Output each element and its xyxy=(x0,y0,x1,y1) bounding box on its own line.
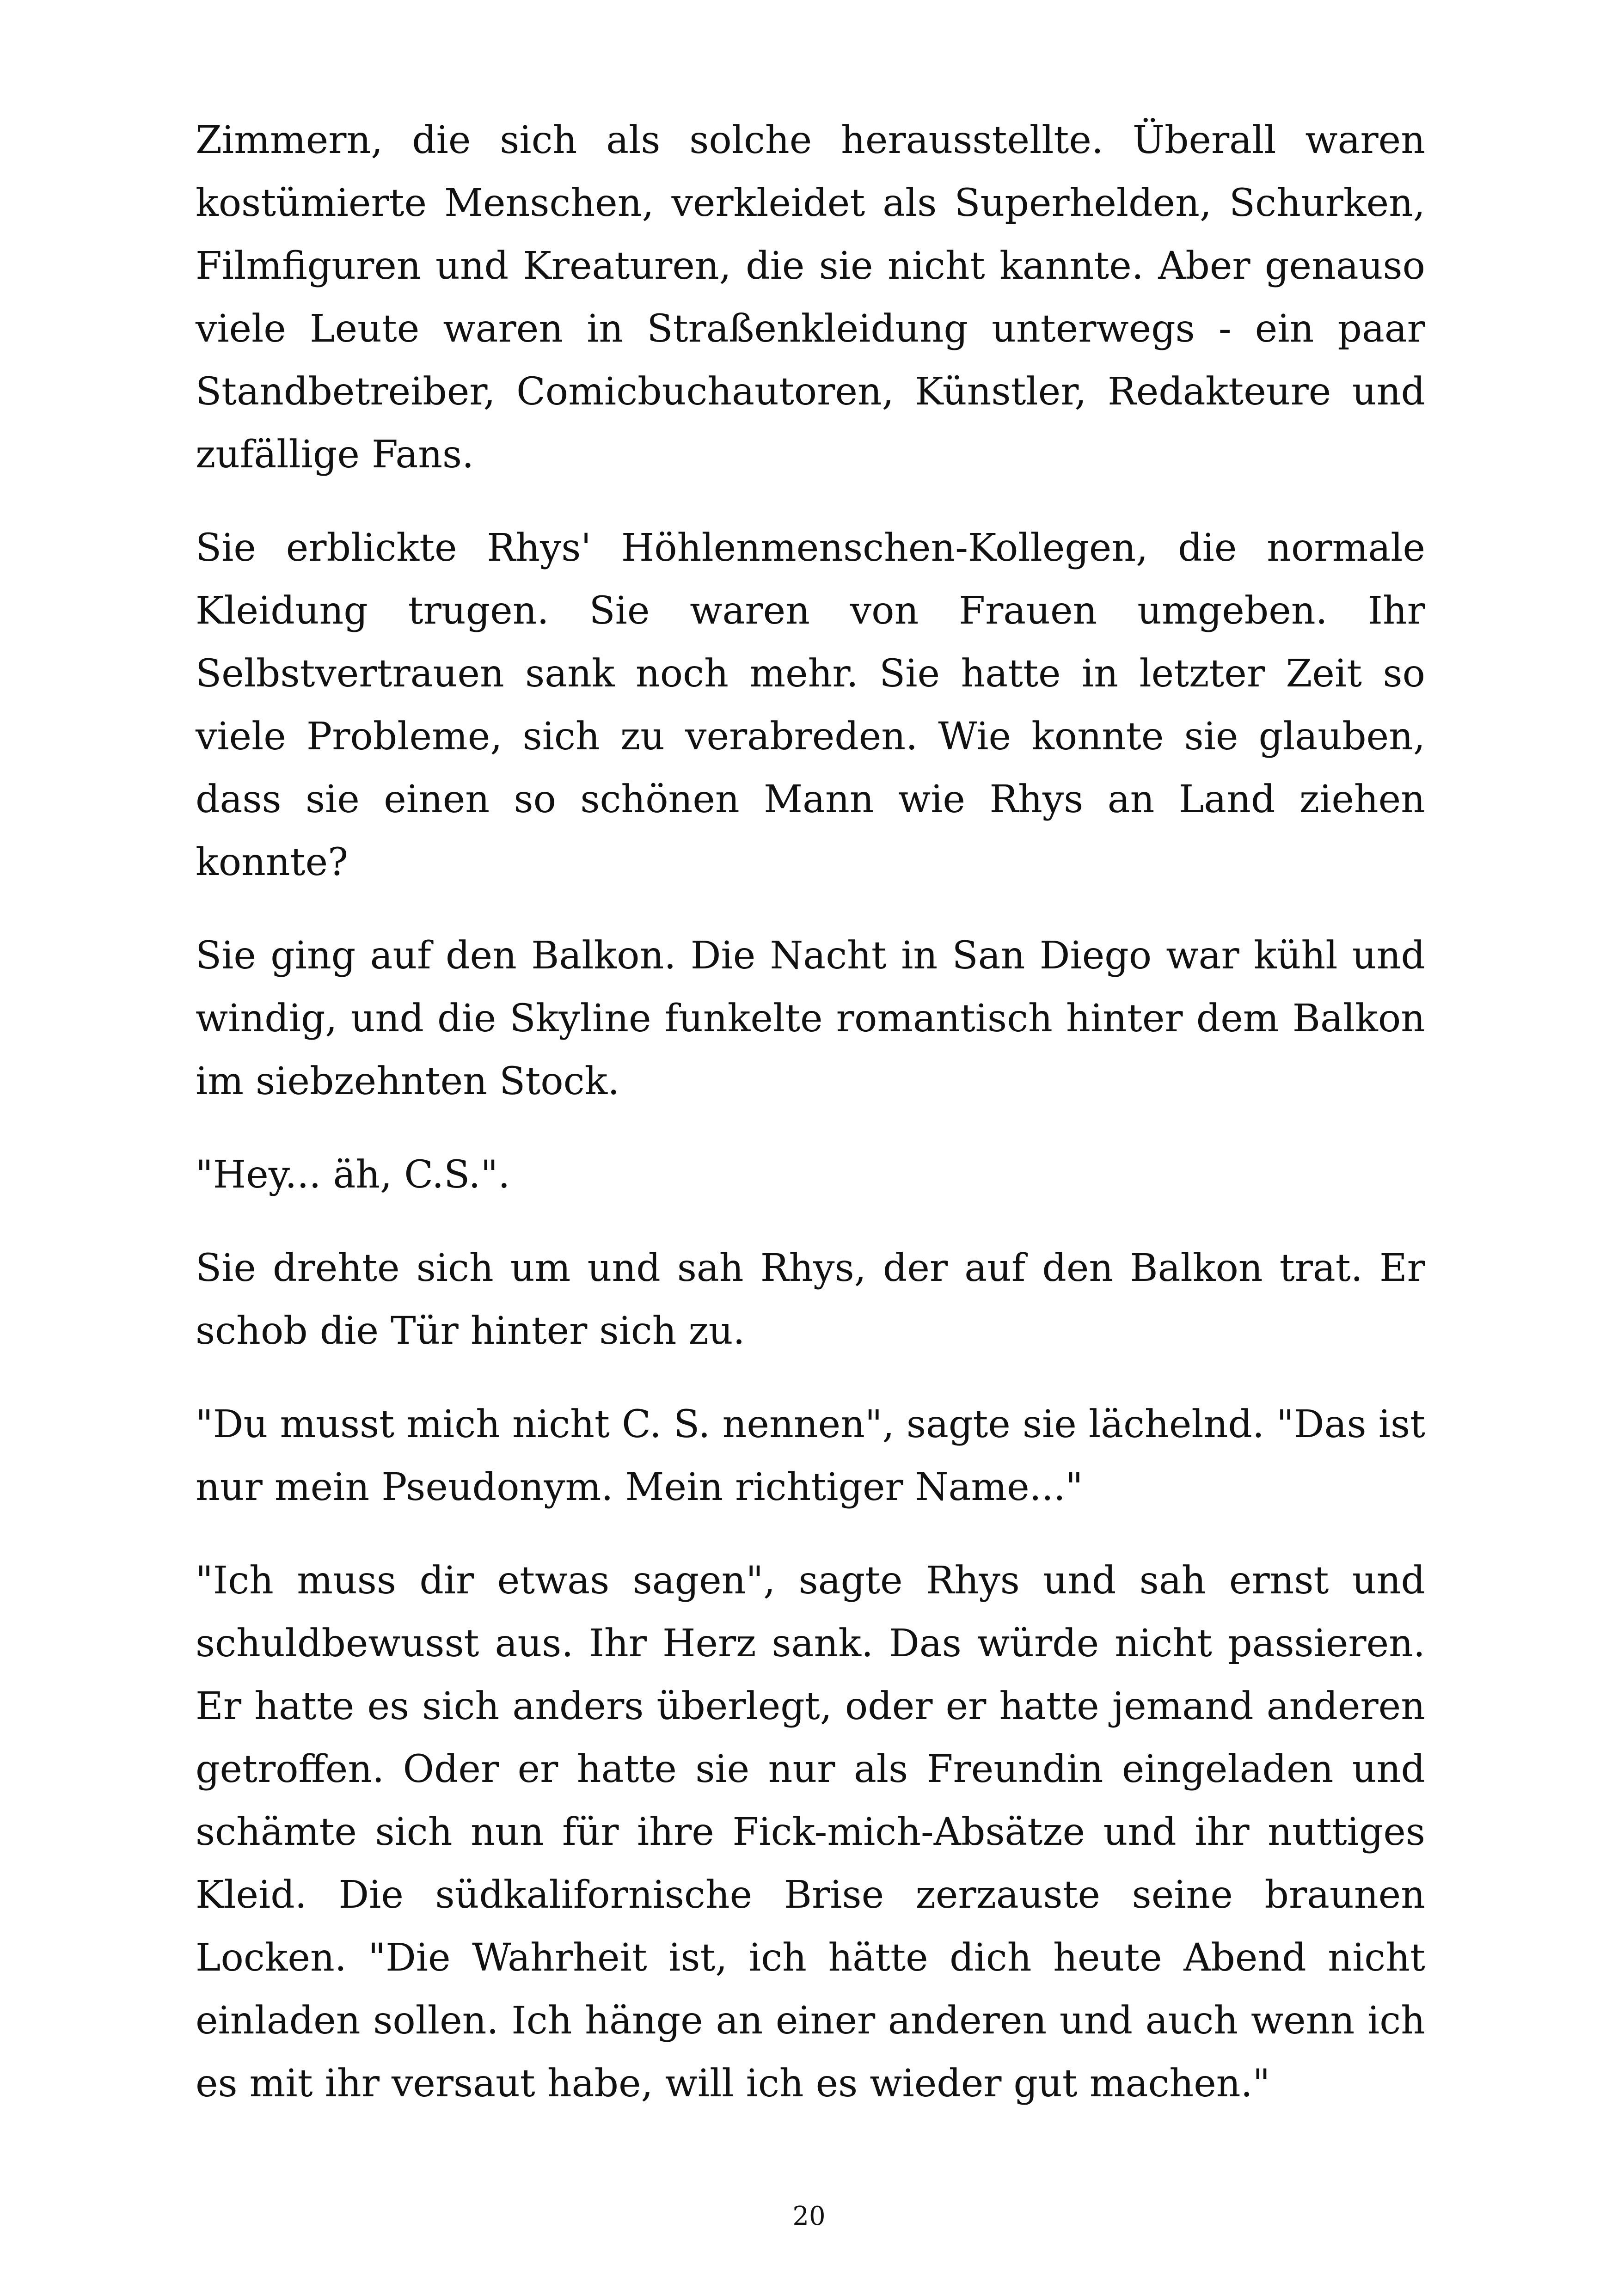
paragraph-1: Zimmern, die sich als solche herausstellte. Überall waren kostümierte Menschen, verkleidet als Superhelden, Schurken, Filmfiguren und Kreaturen, die sie nicht kannte. Aber genauso viele Leute waren in Straßenkleidung unterwegs - ein paar Standbetreiber, Comicbuchautoren, Künstler, Redakteure und zufällige Fans. xyxy=(196,118,1425,477)
paragraph-6: "Du musst mich nicht C. S. nennen", sagte sie lächelnd. "Das ist nur mein Pseudonym. Mein richtiger Name..." xyxy=(196,1402,1425,1509)
paragraph-7: "Ich muss dir etwas sagen", sagte Rhys und sah ernst und schuldbewusst aus. Ihr Herz sank. Das würde nicht passieren. Er hatte es sich anders überlegt, oder er hatte jemand anderen getroffen. Oder er hatte sie nur als Freundin eingeladen und schämte sich nun für ihre Fick-mich-Absätze und ihr nuttiges Kleid. Die südkalifornische Brise zerzauste seine braunen Locken. "Die Wahrheit ist, ich hätte dich heute Abend nicht einladen sollen. Ich hänge an einer anderen und auch wenn ich es mit ihr versaut habe, will ich es wieder gut machen." xyxy=(196,1559,1425,2106)
page-number: 20 xyxy=(792,2201,826,2231)
paragraph-3: Sie ging auf den Balkon. Die Nacht in San Diego war kühl und windig, und die Skyline funkelte romantisch hinter dem Balkon im siebzehnten Stock. xyxy=(196,934,1425,1103)
paragraph-2: Sie erblickte Rhys' Höhlenmenschen-Kollegen, die normale Kleidung trugen. Sie waren von Frauen umgeben. Ihr Selbstvertrauen sank noch mehr. Sie hatte in letzter Zeit so viele Probleme, sich zu verabreden. Wie konnte sie glauben, dass sie einen so schönen Mann wie Rhys an Land ziehen konnte? xyxy=(196,526,1425,884)
body-text xyxy=(196,109,1425,2146)
paragraph-5: Sie drehte sich um und sah Rhys, der auf den Balkon trat. Er schob die Tür hinter sich zu. xyxy=(196,1246,1425,1353)
paragraph-4: "Hey... äh, C.S.". xyxy=(196,1153,510,1197)
